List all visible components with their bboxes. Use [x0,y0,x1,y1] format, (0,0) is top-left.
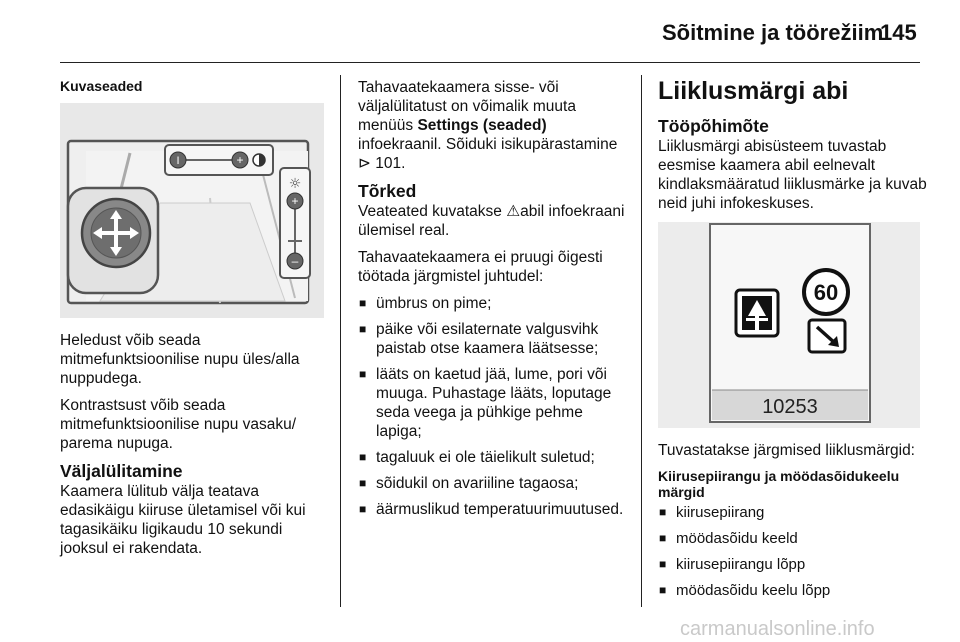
column-divider-1 [340,75,341,607]
list-item: ■ kiirusepiirangu lõpp [658,555,928,574]
heading-speed-signs: Kiirusepiirangu ja möödasõidukeelu märgid [658,468,900,500]
page-number: 145 [880,20,917,45]
column-2 [358,78,630,526]
paragraph-disable: Kaamera lülitub välja teatava edasikäigu kiiruse ületamisel või kui tagasikäiku ligikaudu 10 sekundi jooksul ei rakendata. [60,483,306,557]
svg-text:I: I [176,155,180,167]
header-rule [60,62,920,63]
faults-text-b: abil infoekraani ülemisel real. [358,203,625,239]
speed-limit-value: 60 [813,280,839,305]
watermark: carmanualsonline.info [680,618,875,640]
list-item: ■ tagaluuk ei ole täielikult suletud; [358,448,630,467]
svg-text:+: + [236,153,244,167]
svg-text:+: + [291,194,299,208]
sign-list [658,503,928,600]
settings-text-b: infoekraanil. Sõiduki isikupärastamine [358,136,618,153]
list-item: ■ möödasõidu keelu lõpp [658,581,928,600]
column-1 [60,78,330,94]
page-reference: 101. [375,155,406,172]
column-divider-2 [641,75,642,607]
camera-display-illustration [60,103,324,318]
page-reference-icon: ⊳ [358,155,376,172]
settings-menu-name: Settings (seaded) [417,117,547,134]
conditions-list [358,294,630,519]
heading-principle: Tööpõhimõte [658,116,769,136]
list-item: ■ ümbrus on pime; [358,294,630,313]
column-3 [658,76,928,221]
paragraph-settings [358,78,630,173]
warning-triangle-icon: ⚠ [506,203,521,220]
svg-text:☼: ☼ [288,176,302,192]
list-item: ■ päike või esilaternate valgusvihk paistab otse kaamera läätsesse; [358,320,630,358]
traffic-sign-display-illustration [658,222,920,428]
faults-text-a: Veateated kuvatakse [358,203,507,220]
paragraph-contrast: Kontrastsust võib seada mitmefunktsioonilise nupu vasaku/ parema nupuga. [60,397,297,452]
sign-code: 10253 [762,396,818,418]
heading-faults: Tõrked [358,181,417,201]
column-1-body [60,331,330,566]
column-3-body [658,441,928,607]
heading-disable: Väljalülitamine [60,461,183,481]
list-item: ■ möödasõidu keeld [658,529,928,548]
paragraph-detected: Tuvastatakse järgmised liiklusmärgid: [658,442,915,459]
traffic-sign-graphic [658,222,920,428]
settings-text-a: Tahavaatekaamera sisse- või väljalülitatust on võimalik muuta menüüs [358,79,576,134]
paragraph-brightness: Heledust võib seada mitmefunktsioonilise nupu üles/alla nuppudega. [60,332,300,387]
running-header-title: Sõitmine ja töörežiim [662,20,884,45]
paragraph-conditions: Tahavaatekaamera ei pruugi õigesti töötada järgmistel juhtudel: [358,249,603,285]
paragraph-faults [358,202,630,240]
camera-display-graphic [60,103,324,318]
section-title-traffic-sign-assist: Liiklusmärgi abi [658,77,849,105]
paragraph-principle: Liiklusmärgi abisüsteem tuvastab eesmise kaamera abil eelnevalt kindlaksmääratud liiklusmärke ja kuvab neid juhi infokeskuses. [658,138,927,212]
section-heading-display-settings: Kuvaseaded [60,78,143,94]
list-item: ■ kiirusepiirang [658,503,928,522]
list-item: ■ lääts on kaetud jää, lume, pori või muuga. Puhastage lääts, loputage seda veega ja pühkige pehme lapiga; [358,365,630,441]
list-item: ■ sõidukil on avariiline tagaosa; [358,474,630,493]
svg-text:–: – [291,254,299,268]
list-item: ■ äärmuslikud temperatuurimuutused. [358,500,630,519]
